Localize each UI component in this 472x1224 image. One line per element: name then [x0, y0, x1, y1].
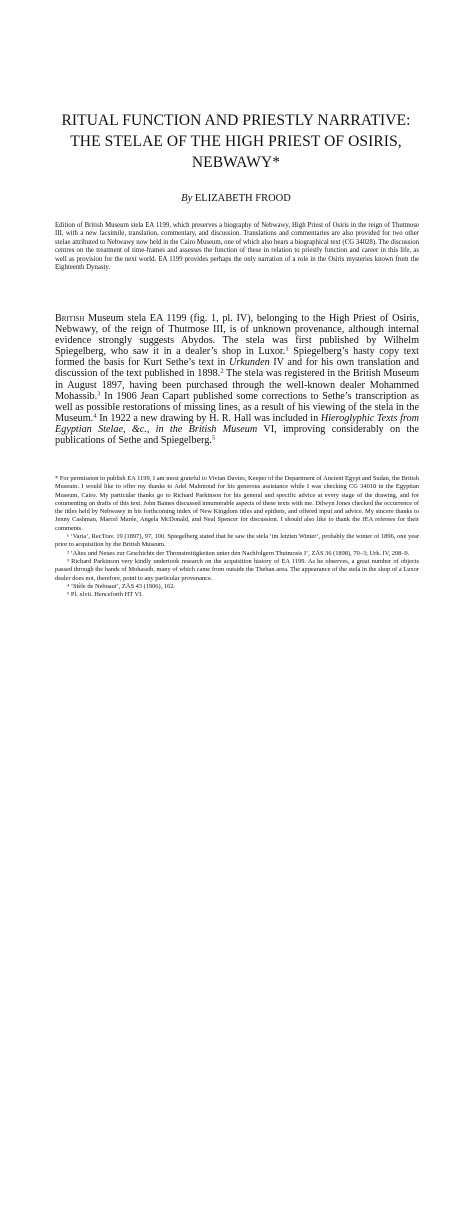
body-text-3: IV and for his own translation and discussion of the text published in 1898. [55, 357, 419, 380]
author-byline [40, 193, 432, 204]
body-text-7: VI, improving considerably on the publications of Sethe and Spiegelberg. [55, 423, 419, 447]
title-line-3: NEBWAWY* [191, 154, 281, 171]
body-text-5: In 1906 Jean Capart published some corrections to Sethe’s transcription as well as possible restorations of missing lines, as a result of his viewing of the stela in the Museum. [55, 390, 419, 424]
author-name: ELIZABETH FROOD [194, 193, 291, 204]
footnote-1: ¹ ‘Varia’, RecTrav. 19 (1897), 97, 100. Spiegelberg stated that he saw the stela ‘im letzten Winter’, probably the winter of 1896, one year prior to acquisition by the British Museum. [55, 533, 419, 549]
abstract: Edition of British Museum stela EA 1199, which preserves a biography of Nebwawy, High Priest of Osiris in the reign of Thutmose III, with a new facsimile, translation, commentary, and discussion. Translations and commentaries are also provided for two other stelae attributed to Nebwawy now held in the Cairo Museum, one of which also bears a biographical text (CG 34028). The discussion centres on the treatment of time-frames and assesses the function of these in relation to priestly function and career in this life, as well as provision for the next world. EA 1199 provides perhaps the only narration of a role in the Osiris mysteries known from the Eighteenth Dynasty. [55, 222, 419, 272]
footnote-ref-4: 4 [93, 412, 97, 420]
footnote-star: * For permission to publish EA 1199, I am most grateful to Vivian Davies, Keeper of the Department of Ancient Egypt and Sudan, the British Museum. I would like to offer my thanks to Adel Mahmoud for his generous assistance while I was checking CG 34018 in the Egyptian Museum, Cairo. My particular thanks go to Richard Parkinson for his general and specific advice at every stage of the drawing, and for commenting on drafts of this text. John Baines discussed innumerable aspects of these texts with me. Dilwyn Jones checked the occurrence of the titles held by Nebwawy in his forthcoming index of New Kingdom titles and epithets, and offered input and advice. My sincere thanks to Jenny Cashman, Marcel Marée, Angela McDonald, and Neal Spencer for discussion. I should also like to thank the JEA referees for their comments. [55, 475, 419, 532]
footnote-ref-3: 3 [97, 390, 101, 398]
footnote-ref-2: 2 [220, 368, 224, 376]
title-line-2: THE STELAE OF THE HIGH PRIEST OF OSIRIS, [70, 133, 402, 150]
body-italic-hieroglyphic-texts: Hieroglyphic Texts from Egyptian Stelae, &c., in the British Museum [55, 412, 420, 435]
footnote-4: ⁴ ‘Stèle de Nebuaui’, ZÄS 43 (1906), 162. [67, 582, 176, 590]
body-paragraph [55, 313, 419, 446]
title-line-1: RITUAL FUNCTION AND PRIESTLY NARRATIVE: [61, 112, 411, 129]
footnote-3: ³ Richard Parkinson very kindly undertook research on the acquisition history of EA 1199. As he observes, a great number of objects passed through the hands of Mohassib, many of which came from outside the Theban area. The appearance of the stela in the shop of a Luxor dealer does not, therefore, point to any particular provenance. [55, 557, 419, 582]
byline-by: By [181, 193, 193, 204]
footnote-ref-5: 5 [211, 434, 216, 442]
footnote-2: ² ‘Altes und Neues zur Geschichte der Thronstreitigkeiten unter den Nachfolgern Thutmosis I’, ZÄS 36 (1898), 70–3; Urk. IV, 208–9. [67, 549, 410, 557]
article-title [40, 110, 432, 173]
footnotes [55, 475, 419, 599]
body-text-6: In 1922 a new drawing by H. R. Hall was included in [96, 412, 321, 424]
body-text-1: Museum stela EA 1199 (fig. 1, pl. IV), belonging to the High Priest of Osiris, Nebwawy, of the reign of Thutmose III, is of unknown provenance, although internal evidence strongly suggests Abydos. The stela was first published by Wilhelm Spiegelberg, who saw it in a dealer’s shop in Luxor. [55, 313, 419, 358]
footnote-5: ⁵ Pl. xlvii. Henceforth HT VI. [67, 591, 143, 599]
body-text-2: Spiegelberg’s hasty copy text formed the basis for Kurt Sethe’s text in [55, 346, 420, 369]
footnote-ref-1: 1 [285, 345, 289, 353]
lead-word: British [55, 313, 85, 324]
body-italic-urkunden: Urkunden [228, 357, 270, 369]
body-text-4: The stela was registered in the British Museum in August 1897, having been purchased through the well-known dealer Mohammed Mohassib. [55, 368, 420, 402]
